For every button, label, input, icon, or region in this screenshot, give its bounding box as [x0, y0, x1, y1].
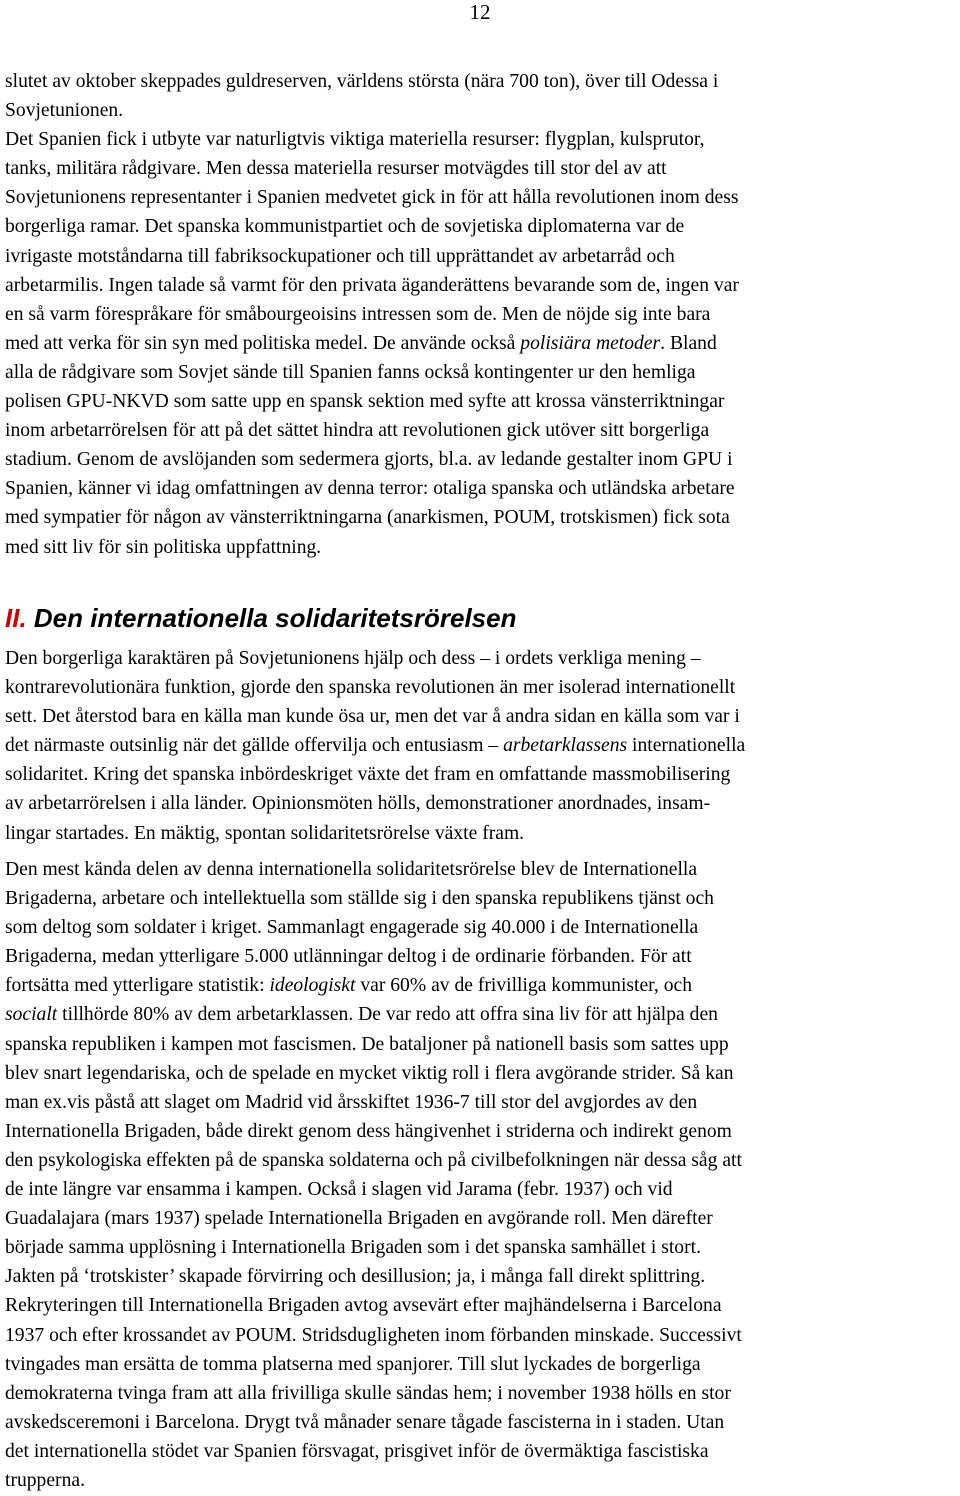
- text-segment: var 60% av de frivilliga kommunister, och: [355, 975, 693, 997]
- text-segment: lingar startades. En mäktig, spontan solidaritetsrörelse växte fram.: [5, 822, 525, 844]
- text-segment: solidaritet. Kring det spanska inbördeskriget växte det fram en omfattande massmobilisering: [5, 764, 731, 786]
- text-line: [5, 1146, 951, 1175]
- section-numeral: II.: [5, 603, 27, 633]
- paragraph-gold-reserve-and-soviet-aid: [5, 67, 951, 562]
- section-title: Den internationella solidaritetsrörelsen: [26, 603, 517, 633]
- emphasized-text: socialt: [5, 1004, 58, 1026]
- text-segment: avskedsceremoni i Barcelona. Drygt två månader senare tågade fascisterna in i staden. Utan: [5, 1411, 725, 1433]
- text-segment: borgerliga ramar. Det spanska kommunistpartiet och de sovjetiska diplomaterna var de: [5, 216, 685, 238]
- text-line: [5, 702, 951, 731]
- text-segment: det internationella stödet var Spanien försvagat, prisgivet inför de övermäktiga fascistiska: [5, 1440, 709, 1462]
- text-line: [5, 271, 951, 300]
- text-line: [5, 1408, 951, 1437]
- text-line: [5, 673, 951, 702]
- text-segment: den psykologiska effekten på de spanska soldaterna och på civilbefolkningen när dessa såg att: [5, 1149, 742, 1171]
- text-segment: Det Spanien fick i utbyte var naturligtvis viktiga materiella resurser: flygplan, kulsprutor,: [5, 129, 705, 151]
- text-segment: tvingades man ersätta de tomma platserna med spanjorer. Till slut lyckades de borgerliga: [5, 1353, 701, 1375]
- text-segment: internationella: [627, 735, 746, 757]
- text-segment: ivrigaste motståndarna till fabriksockupationer och till upprättandet av arbetarråd och: [5, 245, 675, 267]
- text-segment: arbetarmilis. Ingen talade så varmt för den privata äganderättens bevarande som de, ingen var: [5, 274, 739, 296]
- paragraph-international-solidarity: [5, 644, 951, 848]
- text-line: [5, 1379, 951, 1408]
- text-line: [5, 1437, 951, 1466]
- text-line: [5, 183, 951, 212]
- text-line: [5, 884, 951, 913]
- text-segment: man ex.vis påstå att slaget om Madrid vid årsskiftet 1936-7 till stor del avgjordes av den: [5, 1091, 698, 1113]
- text-segment: med sitt liv för sin politiska uppfattning.: [5, 536, 322, 558]
- text-line: [5, 416, 951, 445]
- text-line: [5, 819, 951, 848]
- text-line: [5, 644, 951, 673]
- text-segment: Brigaderna, medan ytterligare 5.000 utlänningar deltog i de ordinarie förbanden. För att: [5, 946, 692, 968]
- text-line: [5, 1321, 951, 1350]
- text-segment: Sovjetunionens representanter i Spanien medvetet gick in för att hålla revolutionen inom dess: [5, 187, 739, 209]
- text-segment: 1937 och efter krossandet av POUM. Stridsdugligheten inom förbanden minskade. Successivt: [5, 1324, 742, 1346]
- page-number: 12: [469, 0, 491, 24]
- text-segment: med att verka för sin syn med politiska medel. De använde också: [5, 332, 521, 354]
- text-line: [5, 1466, 951, 1495]
- text-line: [5, 1175, 951, 1204]
- text-segment: sett. Det återstod bara en källa man kunde ösa ur, men det var å andra sidan en källa som var i: [5, 706, 740, 728]
- text-segment: Sovjetunionen.: [5, 100, 124, 122]
- text-line: [5, 1204, 951, 1233]
- text-segment: började samma upplösning i Internationella Brigaden som i det spanska samhället i stort.: [5, 1237, 701, 1259]
- text-line: [5, 125, 951, 154]
- text-line: [5, 1350, 951, 1379]
- text-segment: . Bland: [660, 332, 717, 354]
- text-segment: blev snart legendariska, och de spelade en mycket viktig roll i flera avgörande strider. Så kan: [5, 1062, 734, 1084]
- text-line: [5, 300, 951, 329]
- text-segment: fortsätta med ytterligare statistik:: [5, 975, 270, 997]
- text-line: [5, 242, 951, 271]
- paragraph-international-brigades: [5, 855, 951, 1495]
- text-line: [5, 387, 951, 416]
- text-segment: spanska republiken i kampen mot fascismen. De bataljoner på nationell basis som sattes upp: [5, 1033, 729, 1055]
- text-line: [5, 971, 951, 1000]
- text-segment: kontrarevolutionära funktion, gjorde den spanska revolutionen än mer isolerad internationellt: [5, 677, 736, 699]
- text-segment: som deltog som soldater i kriget. Sammanlagt engagerade sig 40.000 i de Internationella: [5, 917, 699, 939]
- emphasized-text: polisiära metoder: [520, 332, 661, 354]
- text-line: [5, 445, 951, 474]
- text-segment: med sympatier för någon av vänsterriktningarna (anarkismen, POUM, trotskismen) fick sota: [5, 507, 730, 529]
- text-line: [5, 1000, 951, 1029]
- text-segment: stadium. Genom de avslöjanden som sedermera gjorts, bl.a. av ledande gestalter inom GPU i: [5, 449, 733, 471]
- text-line: [5, 789, 951, 818]
- text-line: [5, 329, 951, 358]
- text-line: [5, 1291, 951, 1320]
- text-line: [5, 942, 951, 971]
- emphasized-text: arbetarklassens: [503, 735, 628, 757]
- text-segment: inom arbetarrörelsen för att på det sättet hindra att revolutionen gick utöver sitt borgerliga: [5, 420, 710, 442]
- text-segment: Spanien, känner vi idag omfattningen av denna terror: otaliga spanska och utländska arbetare: [5, 478, 735, 500]
- text-line: [5, 67, 951, 96]
- text-line: [5, 1233, 951, 1262]
- text-segment: alla de rådgivare som Sovjet sände till Spanien fanns också kontingenter ur den hemliga: [5, 361, 696, 383]
- text-segment: Rekryteringen till Internationella Brigaden avtog avsevärt efter majhändelserna i Barcelona: [5, 1295, 722, 1317]
- text-line: [5, 212, 951, 241]
- text-line: [5, 503, 951, 532]
- text-segment: polisen GPU-NKVD som satte upp en spansk sektion med syfte att krossa vänsterriktningar: [5, 391, 725, 413]
- text-line: [5, 913, 951, 942]
- text-segment: Den borgerliga karaktären på Sovjetunionens hjälp och dess – i ordets verkliga mening –: [5, 648, 701, 669]
- text-segment: slutet av oktober skeppades guldreserven, världens största (nära 700 ton), över till Odessa i: [5, 71, 719, 92]
- text-line: [5, 1088, 951, 1117]
- text-segment: tillhörde 80% av dem arbetarklassen. De var redo att offra sina liv för att hjälpa den: [57, 1004, 718, 1026]
- text-segment: en så varm förespråkare för småbourgeoisins intressen som de. Men de nöjde sig inte bara: [5, 303, 711, 325]
- text-line: [5, 1117, 951, 1146]
- text-line: [5, 1059, 951, 1088]
- text-segment: Guadalajara (mars 1937) spelade Internationella Brigaden en avgörande roll. Men därefter: [5, 1208, 713, 1230]
- text-segment: Brigaderna, arbetare och intellektuella som ställde sig i den spanska republikens tjänst och: [5, 888, 714, 910]
- text-line: [5, 474, 951, 503]
- text-line: [5, 760, 951, 789]
- text-line: [5, 731, 951, 760]
- text-segment: trupperna.: [5, 1469, 85, 1491]
- text-line: [5, 533, 951, 562]
- text-segment: av arbetarrörelsen i alla länder. Opinionsmöten hölls, demonstrationer anordnades, insam-: [5, 793, 711, 815]
- text-line: [5, 855, 951, 884]
- text-line: [5, 358, 951, 387]
- text-segment: de inte längre var ensamma i kampen. Också i slagen vid Jarama (febr. 1937) och vid: [5, 1179, 673, 1201]
- text-segment: tanks, militära rådgivare. Men dessa materiella resurser motvägdes till stor del av att: [5, 158, 667, 180]
- text-line: [5, 154, 951, 183]
- text-segment: Den mest kända delen av denna internationella solidaritetsrörelse blev de Internationella: [5, 859, 698, 880]
- text-line: [5, 96, 951, 125]
- section-heading: [5, 601, 516, 635]
- emphasized-text: ideologiskt: [269, 975, 356, 997]
- text-line: [5, 1030, 951, 1059]
- text-segment: Internationella Brigaden, både direkt genom dess hängivenhet i striderna och indirekt genom: [5, 1120, 732, 1142]
- text-segment: demokraterna tvinga fram att alla frivilliga skulle sändas hem; i november 1938 hölls en stor: [5, 1382, 731, 1404]
- text-line: [5, 1262, 951, 1291]
- text-segment: det närmaste outsinlig när det gällde offervilja och entusiasm –: [5, 735, 504, 757]
- text-segment: Jakten på ‘trotskister’ skapade förvirring och desillusion; ja, i många fall direkt splittring.: [5, 1266, 706, 1288]
